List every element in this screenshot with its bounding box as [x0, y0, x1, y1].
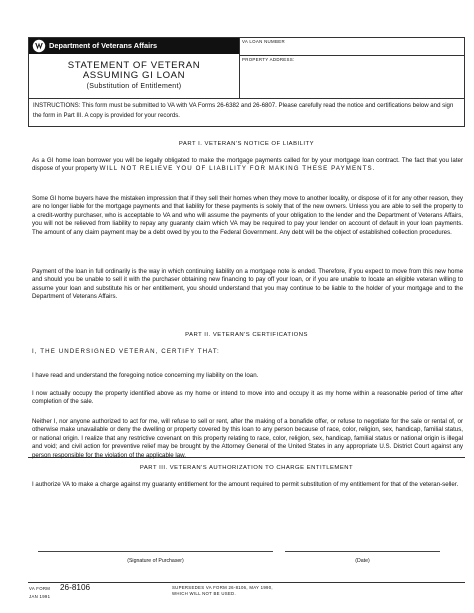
part1-paragraph3: Payment of the loan in full ordinarily is the way in which continuing liability on a mortgage note is ended. Therefore, if you expect to move from this new home and should you be unable to sell it with the purchaser obtaining new financing to pay off your loan, or if you are unable to locate an eligible veteran willing to assume your loan and substitute his or her entitlement, you should understand that you may continue to be liable to the holder of your mortgage and to the Department of Veterans Affairs. [32, 268, 463, 301]
form-title-line1: STATEMENT OF VETERAN [67, 60, 201, 71]
header-fields [240, 38, 465, 98]
date-line[interactable] [285, 551, 440, 552]
form-subtitle: (Substitution of Entitlement) [86, 83, 182, 90]
form-header [28, 37, 465, 99]
part3-authorization: I authorize VA to make a charge against my guaranty entitlement for the amount required to permit substitution of my entitlement for that of the veteran-seller. [32, 481, 459, 488]
footer-va-form: VA FORM [29, 586, 51, 591]
part1-p1-text: As a GI home loan borrower you will be legally obligated to make the mortgage payments called for by your mortgage loan contract. The fact that you later dispose of your property [32, 157, 463, 173]
date-label: (Date) [355, 558, 370, 564]
loan-number-label: VA LOAN NUMBER [242, 39, 285, 44]
form-title-line2: ASSUMING GI LOAN [82, 70, 186, 81]
certification-1: I have read and understand the foregoing notice concerning my liability on the loan. [32, 372, 259, 379]
field-divider [240, 55, 465, 56]
agency-name: Department of Veterans Affairs [49, 41, 158, 50]
part1-paragraph1 [32, 157, 463, 174]
part2-heading: PART II. VETERAN'S CERTIFICATIONS [185, 332, 308, 338]
part1-paragraph2: Some GI home buyers have the mistaken impression that if they sell their homes when they move to another locality, or dispose of it for any other reason, they are no longer liable for the mortgage payments and that liability for these payments is solely that of the new owners. Unless you are able to sell the property to a credit-worthy purchaser, who is acceptable to VA and who will assume the payments of your obligation to the lender and the Department of Veterans Affairs, you will not be relieved from liability to repay any guaranty claim which VA may be required to pay your lender on account of default in your loan payments. The amount of any claim payment may be a debt owed by you to the Federal Government. Any debt will be the object of established collection procedures. [32, 195, 463, 236]
instructions-box: INSTRUCTIONS: This form must be submitted to VA with VA Forms 26-6382 and 26-6807. Please carefully read the notice and certifications below and sign the form in Part III. A copy is provided for your records. [28, 99, 465, 127]
part2-intro: I, THE UNDERSIGNED VETERAN, CERTIFY THAT: [32, 348, 220, 355]
certification-2: I now actually occupy the property identified above as my home or intend to move into and occupy it as my home within a reasonable period of time after completion of the sale. [32, 390, 463, 406]
footer-divider [28, 582, 465, 583]
signature-label: (Signature of Purchaser) [127, 558, 184, 564]
footer-supersedes-1: SUPERSEDES VA FORM 26-8106, MAY 1990, [172, 585, 273, 590]
part1-p1-emphasis: WILL NOT RELIEVE YOU OF LIABILITY FOR MAKING THESE PAYMENTS. [99, 165, 376, 173]
section-divider [28, 457, 465, 458]
certification-3: Neither I, nor anyone authorized to act for me, will refuse to sell or rent, after the making of a bonafide offer, or refuse to negotiate for the sale or rental of, or otherwise make unavailable or deny the dwelling or property covered by this loan to any person because of race, color, religion, sex, handicap, familial status, or national origin. I realize that any restrictive covenant on this property relating to race, color, religion, sex, handicap, familial status or national origin is illegal and void; and civil action for preventive relief may be brought by the Attorney General of the United States in any appropriate U.S. District Court against any person responsible for the violation of the applicable law. [32, 418, 463, 459]
footer-date: JAN 1991 [29, 594, 51, 599]
footer-form-number: 26-8106 [60, 583, 91, 592]
part3-heading: PART III. VETERAN'S AUTHORIZATION TO CHARGE ENTITLEMENT [139, 465, 354, 471]
header-title-block [29, 38, 240, 98]
part1-heading: PART I. VETERAN'S NOTICE OF LIABILITY [178, 141, 315, 147]
va-seal-icon [32, 39, 46, 53]
signature-line[interactable] [38, 551, 273, 552]
footer-supersedes-2: WHICH WILL NOT BE USED. [172, 591, 236, 596]
agency-banner [29, 38, 239, 54]
property-address-label: PROPERTY ADDRESS: [242, 57, 295, 62]
